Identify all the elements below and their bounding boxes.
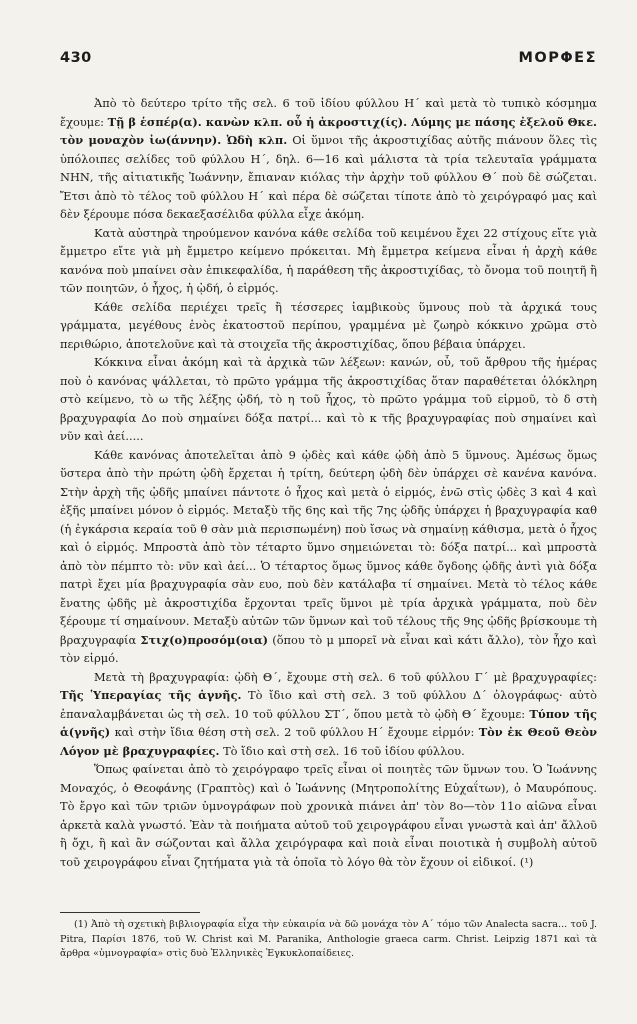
paragraph bbox=[60, 94, 597, 224]
text-run: Κάθε σελίδα περιέχει τρεῖς ἢ τέσσερες ἰαμβικοὺς ὕμνους ποὺ τὰ ἀρχικά τους γράμματα, μεγέθους ἑνὸς ἑκατοστοῦ περίπου, γραμμένα μὲ ζωηρὸ κόκκινο χρῶμα στὸ περιθώριο, ἀποτελοῦνε καὶ τὰ στοιχεῖα τῆς ἀκροστιχίδας, ὅπου βέβαια ὑπάρχει. bbox=[60, 299, 597, 351]
footnote-divider bbox=[60, 912, 200, 913]
bold-text-run: Τῆς Ὑπεραγίας τῆς ἁγνῆς. bbox=[60, 688, 242, 702]
paragraph bbox=[60, 760, 597, 871]
page-header bbox=[60, 50, 597, 70]
running-title: ΜΟΡΦΕΣ bbox=[518, 50, 597, 66]
text-run: Τὸ ἴδιο καὶ στὴ σελ. 3 τοῦ φύλλου Δ΄ ὁλογράφως· αὐτὸ ἐπαναλαμβάνεται ὡς τὴ σελ. 10 τοῦ φύλλου ΣΤ΄, ὅπου μετὰ τὸ ᾠδὴ Θ΄ ἔχουμε: bbox=[60, 688, 597, 721]
bold-text-run: Στιχ(ο)προσόμ(οια) bbox=[140, 632, 268, 647]
text-run: (ὅπου τὸ μ μπορεῖ νὰ εἶναι καὶ κάτι ἄλλο), τὸν ἦχο καὶ τὸν εἱρμό. bbox=[60, 632, 597, 665]
paragraph bbox=[60, 668, 597, 761]
text-run: Κάθε κανόνας ἀποτελεῖται ἀπὸ 9 ᾠδὲς καὶ κάθε ᾠδὴ ἀπὸ 5 ὕμνους. Ἀμέσως ὅμως ὕστερα ἀπὸ τὴν πρώτη ᾠδὴ ἔρχεται ἡ τρίτη, δεύτερη ᾠδὴ δὲν ὑπάρχει σὲ κανένα κανόνα. Στὴν ἀρχὴ τῆς ᾠδῆς μπαίνει πάντοτε ὁ ἦχος καὶ μετὰ ὁ εἱρμός, ἐνῶ στὶς ᾠδὲς 3 καὶ 4 καὶ ἐξῆς μπαίνει μόνον ὁ εἱρμός. Μεταξὺ τῆς 6ης καὶ τῆς 7ης ᾠδῆς ὑπάρχει ἡ βραχυγραφία καθ (ἡ ἐγκάρσια κεραία τοῦ θ σὰν μιὰ περισπωμένη) ποὺ ἴσως νὰ σημαίνῃ κάθισμα, μετὰ ὁ ἦχος καὶ ὁ εἱρμός. Μπροστὰ ἀπὸ τὸν τέταρτο ὕμνο σημειώνεται τὸ: δόξα πατρί... καὶ μπροστὰ ἀπὸ τὸν πέμπτο τὸ: νῦν καὶ ἀεί... Ὁ τέταρτος ὅμως ὕμνος κάθε ὄγδοης ᾠδῆς ἀντὶ γιὰ δόξα πατρὶ ἔχει μία βραχυγραφία σὰν ευο, ποὺ δὲν κατάλαβα τί σημαίνει. Μετὰ τὸ τέλος κάθε ἔνατης ᾠδῆς μὲ ἀκροστιχίδα ἔρχονται τρεῖς ὕμνοι μὲ τρία ἀρχικὰ γράμματα, ποὺ δὲν ξέρουμε τί σημαίνουν. Μεταξὺ αὐτῶν τῶν ὕμνων καὶ τοῦ τέλους τῆς 9ης ᾠδῆς βρίσκουμε τὴ βραχυγραφία bbox=[60, 447, 597, 647]
text-run: Κατὰ αὐστηρὰ τηρούμενον κανόνα κάθε σελίδα τοῦ κειμένου ἔχει 22 στίχους εἴτε γιὰ ἔμμετρο εἴτε γιὰ μὴ ἔμμετρο κείμενο πρόκειται. Μὴ ἔμμετρα κείμενα εἶναι ἡ ἀρχὴ κάθε κανόνα ποὺ μπαίνει σὰν ἐπικεφαλίδα, ἡ παράθεση τῆς ἀκροστιχίδας, τὸ ὄνομα τοῦ ποιητῆ ἢ τῶν ποιητῶν, ὁ ἦχος, ἡ ᾠδή, ὁ εἱρμός. bbox=[60, 225, 597, 295]
paragraph bbox=[60, 353, 597, 446]
footnote bbox=[60, 918, 597, 962]
text-run: Κόκκινα εἶναι ἀκόμη καὶ τὰ ἀρχικὰ τῶν λέξεων: κανών, οὗ, τοῦ ἄρθρου τῆς ἡμέρας ποὺ ὁ κανόνας ψάλλεται, τὸ πρῶτο γράμμα τῆς ἀκροστιχίδας ὅταν παραθέτεται ὁλόκληρη στὸ κείμενο, τὸ ω τῆς λέξης ᾠδή, τὸ η τοῦ ἦχος, τὸ πρῶτο γράμμα τοῦ εἱρμοῦ, τὸ δ στὴ βραχυγραφία Δο ποὺ σημαίνει δόξα πατρί... καὶ τὸ κ τῆς βραχυγραφίας ποὺ σημαίνει καὶ νῦν καὶ ἀεί..... bbox=[60, 355, 597, 443]
paragraph bbox=[60, 298, 597, 354]
bold-text-run: Τύπον τῆς ἁ(γνῆς) bbox=[60, 706, 597, 739]
text-run: Μετὰ τὴ βραχυγραφία: ᾠδὴ Θ΄, ἔχουμε στὴ σελ. 6 τοῦ φύλλου Γ΄ μὲ βραχυγραφίες: bbox=[94, 669, 597, 684]
footnote-text: (1) Ἀπὸ τὴ σχετικὴ βιβλιογραφία εἶχα τὴν εὐκαιρία νὰ δῶ μονάχα τὸν Α΄ τόμο τῶν Analecta sacra... τοῦ J. Pitra, Παρίσι 1876, τοῦ W. Christ καὶ M. Paranika, Anthologie graeca carm. Christ. Leipzig 1871 καὶ τὰ ἄρθρα «ὑμνογραφία» στὶς δυὸ Ἑλληνικὲς Ἐγκυκλοπαίδειες. bbox=[60, 919, 597, 959]
text-run: Ὅπως φαίνεται ἀπὸ τὸ χειρόγραφο τρεῖς εἶναι οἱ ποιητὲς τῶν ὕμνων του. Ὁ Ἰωάννης Μοναχός, ὁ Θεοφάνης (Γραπτὸς) καὶ ὁ Ἰωάννης (Μητροπολίτης Εὐχαΐτων), ὁ Μαυρόπους. Τὸ ἔργο καὶ τῶν τριῶν ὑμνογράφων ποὺ χρονικὰ πιάνει ἀπ' τὸν 8ο—τὸν 11ο αἰῶνα εἶναι ἀρκετὰ καλὰ γνωστό. Ἐὰν τὰ ποιήματα αὐτοῦ τοῦ χειρογράφου εἶναι γνωστὰ καὶ ἀπ' ἄλλοῦ ἢ ὄχι, ἢ καὶ ἂν σώζονται καὶ ἄλλα χειρόγραφα καὶ ποιὰ εἶναι ποιοτικὰ ἡ συμβολὴ αὐτοῦ τοῦ χειρογράφου εἶναι ζητήματα γιὰ τὰ ὁποῖα τὸ λόγο θὰ τὸν ἔχουν οἱ εἰδικοί. (¹) bbox=[60, 762, 597, 869]
bold-text-run: Τὸν ἐκ Θεοῦ Θεὸν Λόγον μὲ βραχυγραφίες. bbox=[60, 725, 597, 758]
paragraph bbox=[60, 224, 597, 298]
text-run: καὶ στὴν ἴδια θέση στὴ σελ. 2 τοῦ φύλλου Η΄ ἔχουμε εἱρμόν: bbox=[110, 725, 479, 739]
text-run: Οἱ ὕμνοι τῆς ἀκροστιχίδας αὐτῆς πιάνουν ὅλες τὶς ὑπόλοιπες σελίδες τοῦ φύλλου Η΄, δηλ. 6—16 καὶ μάλιστα τὰ τρία τελευταῖα γράμματα ΝΗΝ, τῆς αἰτιατικῆς Ἰωάννην, ἔπιαναν κιόλας τὴν ἀρχὴν τοῦ φύλλου Θ΄ ποὺ δὲ σώζεται. Ἔτσι ἀπὸ τὸ τέλος τοῦ φύλλου Η΄ καὶ πέρα δὲ σώζεται τίποτε ἀπὸ τὸ χειρόγραφό μας καὶ δὲν ξέρουμε πόσα δεκαεξασέλιδα φύλλα εἶχε ἀκόμη. bbox=[60, 133, 598, 221]
text-run: Ἀπὸ τὸ δεύτερο τρίτο τῆς σελ. 6 τοῦ ἰδίου φύλλου Η΄ καὶ μετὰ τὸ τυπικὸ κόσμημα ἔχουμε: bbox=[60, 96, 597, 129]
paragraph bbox=[60, 446, 597, 668]
text-run: Τὸ ἴδιο καὶ στὴ σελ. 16 τοῦ ἰδίου φύλλου. bbox=[219, 743, 465, 758]
page-number: 430 bbox=[60, 50, 92, 66]
bold-text-run: Τῇ β ἑσπέρ(α). κανὼν κλπ. οὗ ἡ ἀκροστιχ(ίς). Λύμης με πάσης ἐξελοῦ Θκε. τὸν μοναχὸν ἰω(άννην). Ὠδὴ κλπ. bbox=[60, 114, 597, 147]
body-text bbox=[60, 94, 597, 871]
